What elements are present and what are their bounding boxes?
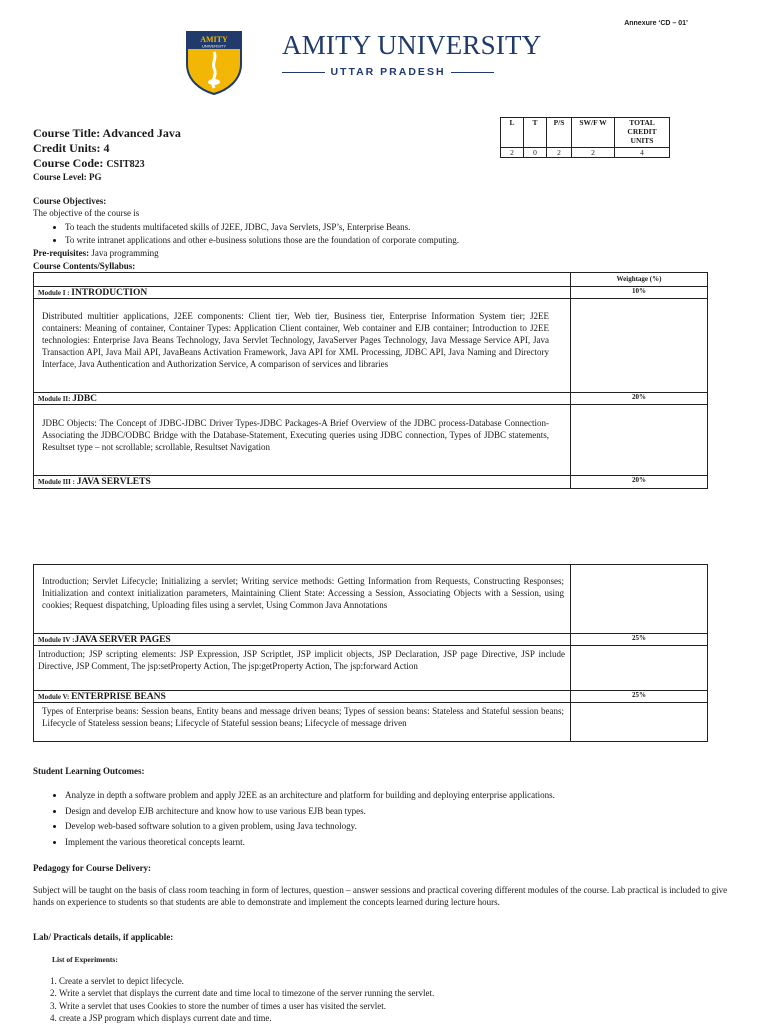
credit-value: 0 [524,148,547,158]
credit-value: 2 [501,148,524,158]
list-item: • Design and develop EJB architecture and know how to use various EJB bean types. [65,804,555,820]
logo-text-sub: UNIVERSITY [201,43,227,49]
module-content: JDBC Objects: The Concept of JDBC-JDBC Driver Types-JDBC Packages-A Brief Overview of the JDBC process-Database Connection-Associating the JDBC/ODBC Bridge with the Database-Statement, Executing queries using JDBC connection, Types of JDBC statements, Resultset type – not scrollable; scrollable, Resultset Navigation [42,418,549,452]
credit-header: TOTAL CREDIT UNITS [615,118,670,148]
credit-header: T [524,118,547,148]
credit-value: 2 [547,148,572,158]
module-heading: Module V: ENTERPRISE BEANS [38,692,166,702]
module-heading: Module I : INTRODUCTION [38,288,148,298]
objectives-list [33,221,765,247]
credit-table [500,117,670,158]
experiments-heading: List of Experiments: [52,955,118,964]
list-item: • Analyze in depth a software problem and apply J2EE as an architecture and platform for building and deploying enterprise applications. [65,788,555,804]
module-heading: Module IV :JAVA SERVER PAGES [38,635,171,645]
credit-units: Credit Units: 4 [33,141,110,155]
prereq-label: Pre-requisites: [33,248,90,258]
divider [451,72,494,73]
list-item: 3. Write a servlet that uses Cookies to store the number of times a user has visited the servlet. [59,1000,434,1012]
experiments-list [33,975,434,1024]
course-level: Course Level: PG [33,172,102,182]
syllabus-heading: Course Contents/Syllabus: [33,261,136,271]
module-content: Introduction; JSP scripting elements: JSP Expression, JSP Scriptlet, JSP implicit objects, JSP Declaration, JSP page Directive, JSP include Directive, JSP Comment, The jsp:setProperty Action, The jsp:getProperty Action, The jsp:forward Action [38,649,565,671]
list-item: • Develop web-based software solution to a given problem, using Java technology. [65,819,555,835]
amity-crest-icon [184,30,244,96]
course-code: CSIT823 [106,159,145,170]
module-weight: 25% [632,634,646,642]
module-weight: 25% [632,691,646,699]
slo-heading: Student Learning Outcomes: [33,766,145,776]
university-state-line [282,64,494,80]
objectives-heading: Course Objectives: [33,196,107,206]
divider [282,72,325,73]
prerequisites [33,248,159,258]
lab-heading: Lab/ Practicals details, if applicable: [33,932,174,942]
module-weight: 20% [632,393,646,401]
credit-header: L [501,118,524,148]
module-content: Types of Enterprise beans: Session beans, Entity beans and message driven beans; Types of session beans: Stateless and Stateful session beans; Lifecycle of Stateless session beans; Lifecycle of Stateful session beans; Lifecycle of message driven [42,706,564,728]
course-code-label: Course Code: [33,156,107,170]
weightage-header: Weightage (%) [616,275,662,283]
university-name: AMITY UNIVERSITY [282,30,542,60]
list-item: 1. Create a servlet to depict lifecycle. [59,975,434,987]
syllabus-table [33,272,708,489]
slo-list [33,788,555,850]
university-state: UTTAR PRADESH [330,66,446,78]
column-divider [570,272,571,489]
list-item: • Implement the various theoretical concepts learnt. [65,835,555,851]
list-item: 4. create a JSP program which displays current date and time. [59,1012,434,1024]
module-content: Introduction; Servlet Lifecycle; Initializing a servlet; Writing service methods: Getting Information from Requests, Constructing Responses; Initialization and context initialization parameters, Maintaining Client State: Accessing a Session, Associating Objects with a Session, using cookies; Request dispatching, Uploading files using a servlet, Using Common Java Annotations [42,576,564,610]
module-weight: 20% [632,476,646,484]
annexure-label: Annexure ‘CD – 01’ [624,20,688,27]
list-item: • To write intranet applications and other e-business solutions those are the foundation of corporate computing. [65,234,765,247]
credit-value: 2 [572,148,615,158]
module-content: Distributed multitier applications, J2EE components: Client tier, Web tier, Business tier, Enterprise Information System tier; J2EE containers: Meaning of container, Container Types: Application Client container, Web container and EJB container; Introduction to J2EE technologies: Enterprise Java Beans Technology, Java Servlet Technology, JavaServer Pages Technology, Java Message Service API, Java Transaction API, Java Mail API, JavaBeans Activation Framework, Java API for XML Processing, JDBC API, Java Naming and Directory Interface, Java Authentication and Authorization Service, A comparison of services and libraries [42,311,549,369]
prereq-value: Java programming [89,248,159,258]
credit-value: 4 [615,148,670,158]
module-heading: Module III : JAVA SERVLETS [38,477,151,487]
course-title: Course Title: Advanced Java [33,126,181,140]
course-code-line [33,156,145,171]
logo-text-top: AMITY [200,35,228,44]
module-weight: 10% [632,287,646,295]
list-item: 2. Write a servlet that displays the current date and time local to timezone of the server running the servlet. [59,987,434,999]
column-divider [570,564,571,742]
pedagogy-heading: Pedagogy for Course Delivery: [33,863,152,873]
list-item: • To teach the students multifaceted skills of J2EE, JDBC, Java Servlets, JSP’s, Enterprise Beans. [65,221,765,234]
credit-header: P/S [547,118,572,148]
pedagogy-text: Subject will be taught on the basis of class room teaching in form of lectures, question – answer sessions and practical covering different modules of the course. Lab practical is included to give hands on experience to students so that students are able to demonstrate and implement the concepts learned during lecture hours. [33,885,728,907]
module-heading: Module II: JDBC [38,394,98,404]
credit-header: SW/F W [572,118,615,148]
objectives-intro: The objective of the course is [33,208,140,218]
